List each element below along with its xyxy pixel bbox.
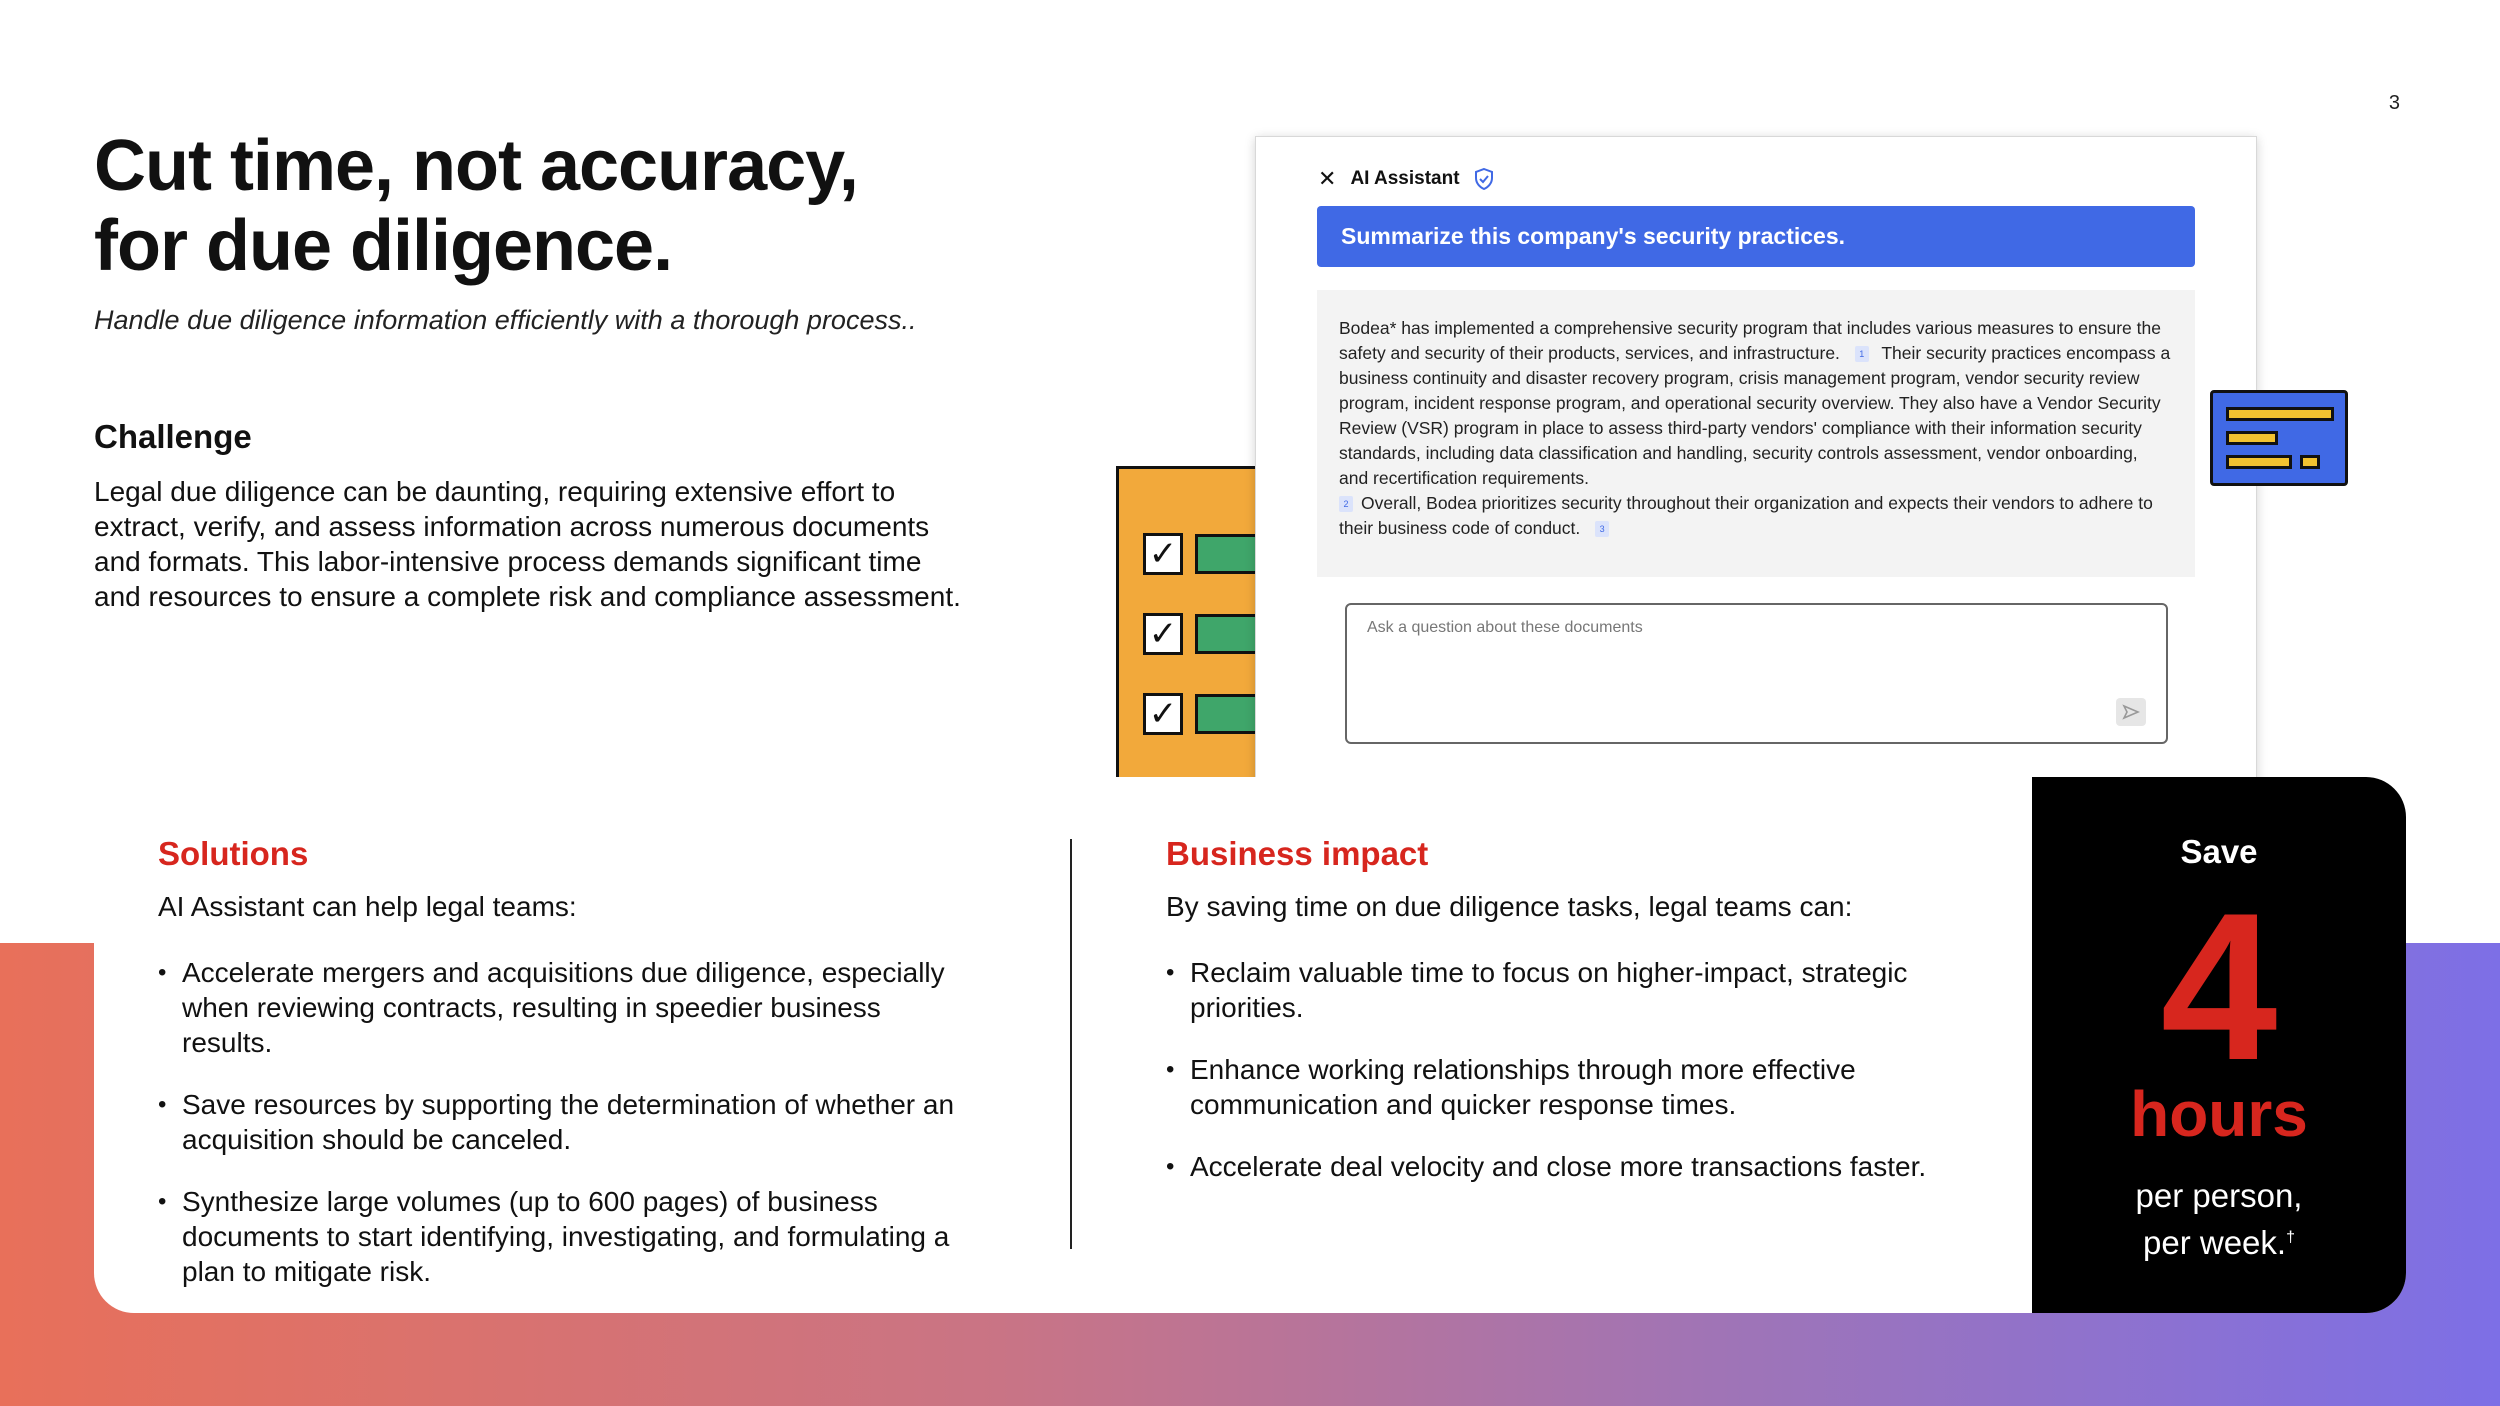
ai-assistant-title: AI Assistant [1350, 168, 1460, 189]
list-item: • Synthesize large volumes (up to 600 pages) of business documents to start identifying, investigating, and formulating a plan to mitigate risk. [158, 1184, 978, 1289]
checklist-row [1143, 533, 1269, 577]
savings-caption-line1: per person, [2135, 1177, 2303, 1214]
checklist-illustration [1116, 466, 1266, 786]
business-impact-list [1166, 955, 1946, 1211]
savings-panel [2032, 777, 2406, 1313]
checklist-row [1143, 693, 1269, 737]
card-line [2226, 431, 2278, 445]
solutions-intro: AI Assistant can help legal teams: [158, 891, 577, 922]
citation-badge[interactable]: 2 [1339, 496, 1353, 512]
savings-label: Save [2180, 833, 2258, 870]
page-number: 3 [2388, 92, 2400, 114]
response-text: Bodea* has implemented a comprehensive security program that includes various measures to ensure the safety and security of their products, services, and infrastructure. [1339, 318, 2161, 363]
send-button[interactable] [2116, 698, 2146, 726]
checklist-row [1143, 613, 1269, 657]
challenge-heading: Challenge [94, 418, 252, 455]
response-text: Their security practices encompass a business continuity and disaster recovery program, crisis management program, vendor security review program, incident response program, and operational security overview. They also have a Vendor Security Review (VSR) program in place to assess third-party vendors' compliance with their information security standards, including data classification and handling, security controls assessment, vendor onboarding, and recertification requirements. [1339, 343, 2171, 488]
section-divider [1070, 839, 1072, 1249]
ai-assistant-header [1318, 159, 1494, 199]
list-item: • Accelerate mergers and acquisitions due diligence, especially when reviewing contracts, resulting in speedier business results. [158, 955, 978, 1060]
summary-card [94, 777, 2406, 1313]
savings-caption [2032, 1175, 2406, 1264]
card-line [2300, 455, 2320, 469]
card-line [2226, 407, 2334, 421]
ai-assistant-panel [1255, 136, 2257, 796]
list-item: • Save resources by supporting the determination of whether an acquisition should be canceled. [158, 1087, 978, 1157]
citation-badge[interactable]: 1 [1855, 346, 1869, 362]
savings-caption-line2: per week. [2143, 1224, 2287, 1261]
user-prompt-bubble: Summarize this company's security practices. [1317, 206, 2195, 267]
assistant-response [1317, 290, 2195, 577]
business-impact-intro: By saving time on due diligence tasks, legal teams can: [1166, 891, 1853, 922]
checkmark-icon: ✓ [1143, 613, 1183, 655]
page-subtitle: Handle due diligence information efficiently with a thorough process.. [94, 305, 917, 335]
send-icon [2122, 704, 2140, 720]
list-item: • Accelerate deal velocity and close more transactions faster. [1166, 1149, 1946, 1184]
ask-question-input[interactable] [1345, 603, 2168, 744]
response-text: Overall, Bodea prioritizes security throughout their organization and expects their vendors to adhere to their business code of conduct. [1339, 493, 2153, 538]
savings-number: 4 [2160, 869, 2278, 1104]
list-item: • Enhance working relationships through more effective communication and quicker response times. [1166, 1052, 1946, 1122]
list-item: • Reclaim valuable time to focus on higher-impact, strategic priorities. [1166, 955, 1946, 1025]
document-card-illustration [2210, 390, 2348, 486]
ask-question-placeholder: Ask a question about these documents [1367, 619, 1643, 636]
citation-badge[interactable]: 3 [1595, 521, 1609, 537]
shield-check-icon [1474, 168, 1494, 190]
checkmark-icon: ✓ [1143, 533, 1183, 575]
page-title: Cut time, not accuracy, for due diligence. [94, 126, 858, 286]
close-icon[interactable]: ✕ [1318, 166, 1337, 191]
checkmark-icon: ✓ [1143, 693, 1183, 735]
card-line [2226, 455, 2292, 469]
solutions-list [158, 955, 978, 1313]
footnote-mark: † [2286, 1229, 2295, 1246]
business-impact-heading: Business impact [1166, 835, 1429, 872]
savings-unit: hours [2130, 1078, 2308, 1150]
solutions-heading: Solutions [158, 835, 309, 872]
challenge-body: Legal due diligence can be daunting, requiring extensive effort to extract, verify, and assess information across numerous documents and formats. This labor-intensive process demands significant time and resources to ensure a complete risk and compliance assessment. [94, 476, 961, 612]
